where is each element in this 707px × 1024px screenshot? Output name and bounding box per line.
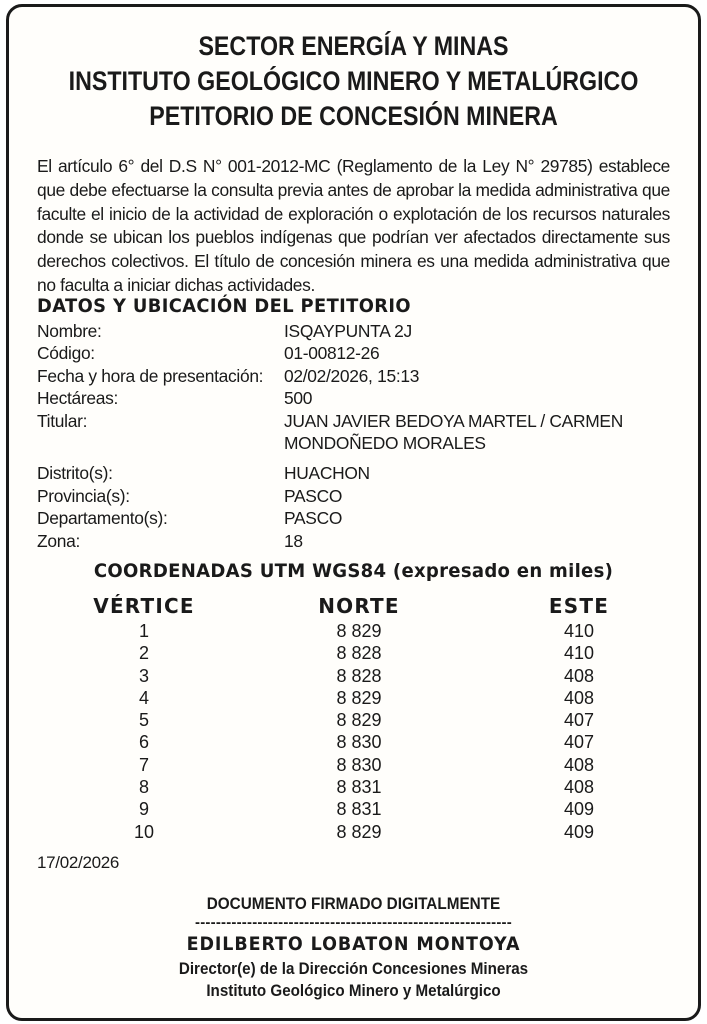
- document-date: 17/02/2026: [37, 853, 120, 872]
- field-value: JUAN JAVIER BEDOYA MARTEL / CARMEN MONDOÑEDO MORALES: [284, 410, 623, 454]
- este-cell: 407: [563, 710, 595, 731]
- field-value: 500: [284, 388, 313, 409]
- este-cell: 409: [563, 799, 595, 820]
- table-row: [79, 642, 649, 664]
- este-cell: 410: [563, 643, 595, 664]
- field-hectareas: [37, 387, 687, 409]
- petition-fields: [37, 320, 687, 552]
- field-value: PASCO: [284, 508, 343, 529]
- signer-role: Director(e) de la Dirección Concesiones Mineras: [178, 960, 529, 978]
- field-label: Fecha y hora de presentación:: [37, 365, 264, 386]
- field-label: Departamento(s):: [37, 508, 168, 529]
- intro-paragraph: El artículo 6° del D.S N° 001-2012-MC (Reglamento de la Ley N° 29785) establece que debe efectuarse la consulta previa antes de aprobar la medida administrativa que faculte el inicio de la actividad de exploración o explotación de los recursos naturales donde se ubican los pueblos indígenas que podrían ver afectados directamente sus derechos colectivos. El título de concesión minera es una medida administrativa que no faculta a iniciar dichas actividades.: [37, 156, 670, 295]
- header-institute: INSTITUTO GEOLÓGICO MINERO Y METALÚRGICO: [68, 66, 639, 96]
- field-codigo: [37, 342, 687, 364]
- signature-line: -------------------------------------------------------------: [195, 916, 512, 930]
- vertice-cell: 1: [138, 621, 149, 641]
- norte-cell: 8 831: [336, 799, 382, 820]
- field-label: Titular:: [37, 410, 88, 431]
- table-row: [79, 821, 649, 843]
- table-row: [79, 776, 649, 798]
- vertice-cell: 10: [133, 821, 155, 842]
- document-frame: [6, 4, 701, 1021]
- norte-cell: 8 829: [336, 710, 382, 731]
- field-value: PASCO: [284, 485, 343, 506]
- table-row: [79, 754, 649, 776]
- digital-signature-label: DOCUMENTO FIRMADO DIGITALMENTE: [206, 894, 501, 913]
- field-label: Zona:: [37, 530, 80, 551]
- signature-block: [9, 892, 698, 1002]
- field-label: Provincia(s):: [37, 485, 130, 506]
- table-row: [79, 620, 649, 642]
- este-cell: 407: [563, 732, 595, 753]
- field-value: 02/02/2026, 15:13: [284, 365, 420, 386]
- field-value: 18: [284, 530, 303, 551]
- vertice-cell: 6: [138, 732, 149, 753]
- norte-cell: 8 829: [336, 621, 382, 641]
- field-zona: [37, 530, 687, 552]
- field-distrito: [37, 462, 687, 484]
- signer-institution: Instituto Geológico Minero y Metalúrgico: [206, 982, 501, 1000]
- field-value: HUACHON: [284, 463, 370, 484]
- field-label: Hectáreas:: [37, 388, 119, 409]
- field-fecha: [37, 365, 687, 387]
- este-cell: 408: [563, 754, 595, 775]
- vertice-cell: 5: [138, 710, 149, 731]
- vertice-cell: 4: [138, 687, 149, 708]
- field-label: Distrito(s):: [37, 463, 113, 484]
- header-sector: SECTOR ENERGÍA Y MINAS: [198, 31, 509, 61]
- norte-cell: 8 829: [336, 687, 382, 708]
- vertice-cell: 3: [138, 665, 149, 686]
- field-nombre: [37, 320, 687, 342]
- field-value: ISQAYPUNTA 2J: [284, 321, 412, 341]
- field-titular: [37, 410, 687, 455]
- vertice-cell: 2: [138, 643, 149, 664]
- signer-name: EDILBERTO LOBATON MONTOYA: [186, 933, 521, 955]
- norte-cell: 8 829: [336, 821, 382, 842]
- coordinates-table: [79, 592, 649, 843]
- table-row: [79, 665, 649, 687]
- coordinates-title: COORDENADAS UTM WGS84 (expresado en miles): [93, 560, 614, 582]
- norte-cell: 8 828: [336, 643, 382, 664]
- coordinates-header-row: [79, 592, 649, 620]
- header-title: PETITORIO DE CONCESIÓN MINERA: [149, 101, 558, 131]
- este-cell: 410: [563, 621, 595, 641]
- norte-cell: 8 830: [336, 732, 382, 753]
- este-cell: 409: [563, 821, 595, 842]
- este-cell: 408: [563, 777, 595, 798]
- table-row: [79, 709, 649, 731]
- field-departamento: [37, 507, 687, 529]
- header-norte: NORTE: [318, 594, 400, 618]
- norte-cell: 8 831: [336, 777, 382, 798]
- norte-cell: 8 828: [336, 665, 382, 686]
- header-este: ESTE: [548, 594, 610, 618]
- section-title: DATOS Y UBICACIÓN DEL PETITORIO: [37, 295, 412, 317]
- vertice-cell: 7: [138, 754, 149, 775]
- table-row: [79, 731, 649, 753]
- field-provincia: [37, 485, 687, 507]
- este-cell: 408: [563, 687, 595, 708]
- field-label: Código:: [37, 343, 95, 364]
- document-header: [9, 29, 698, 134]
- header-vertice: VÉRTICE: [93, 594, 195, 618]
- vertice-cell: 9: [138, 799, 149, 820]
- field-value: 01-00812-26: [284, 343, 380, 364]
- vertice-cell: 8: [138, 777, 149, 798]
- field-label: Nombre:: [37, 321, 102, 341]
- este-cell: 408: [563, 665, 595, 686]
- table-row: [79, 798, 649, 820]
- norte-cell: 8 830: [336, 754, 382, 775]
- table-row: [79, 687, 649, 709]
